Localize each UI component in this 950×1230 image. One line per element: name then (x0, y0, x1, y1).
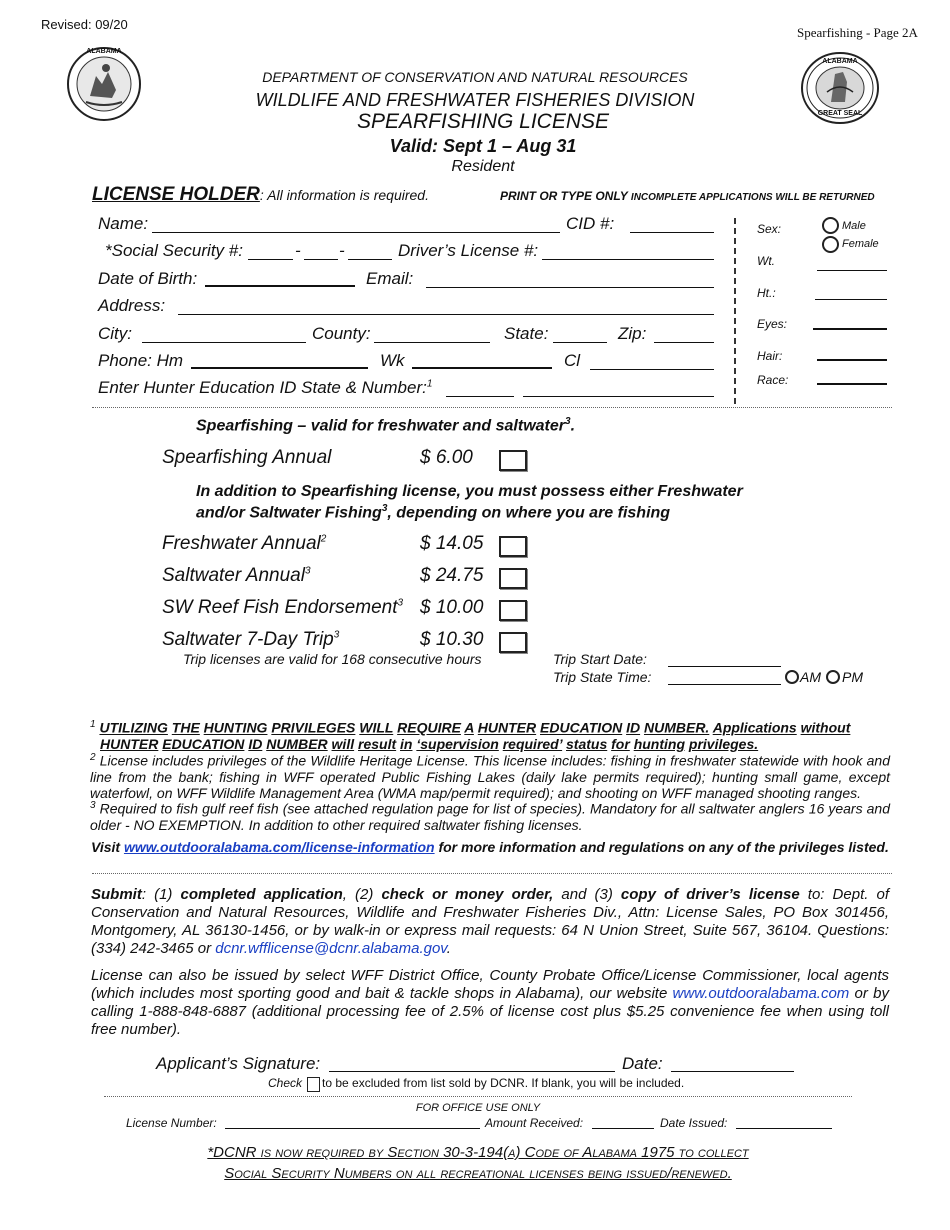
footnote-2: $^2$ License includes privileges of the Wildlife Heritage License. This license includes: fishing in freshwater statewide with hook and line from the bank; fishing in WFF operated Public Fishing Lakes (daily lake permits required); hunting small game, except waterfowl, on WFF Wildlife Management Area (WMA map/permit required); and shooting on WFF managed shooting ranges. (90, 752, 890, 801)
license-item-label: Saltwater 7-Day Trip$^3$ (162, 629, 340, 650)
saltwater-trip-checkbox[interactable] (499, 632, 527, 653)
male-radio[interactable] (822, 217, 839, 234)
county-input[interactable] (374, 342, 490, 343)
address-input[interactable] (178, 314, 714, 315)
cid-input[interactable] (630, 232, 714, 233)
signature-input[interactable] (329, 1071, 615, 1072)
drivers-license-label: Driver’s License #: (398, 241, 539, 260)
ssn-input-2[interactable] (304, 259, 338, 260)
addition-note-line2: and/or Saltwater Fishing$^3$, depending on where you are fishing (196, 503, 671, 522)
hunter-ed-state-input[interactable] (446, 396, 514, 397)
trip-start-input[interactable] (668, 666, 781, 667)
check-pre-label: Check (268, 1076, 303, 1090)
sex-label: Sex: (757, 222, 782, 236)
height-input[interactable] (815, 299, 887, 300)
date-issued-label: Date Issued: (660, 1116, 728, 1130)
license-number-input[interactable] (225, 1128, 480, 1129)
weight-input[interactable] (817, 270, 887, 271)
hunter-ed-number-input[interactable] (523, 396, 714, 397)
office-divider (104, 1096, 852, 1097)
female-label: Female (842, 238, 879, 250)
exclude-from-list-checkbox[interactable] (307, 1077, 320, 1092)
cid-label: CID #: (566, 214, 615, 233)
phone-home-label: Phone: Hm (98, 351, 184, 370)
drivers-license-input[interactable] (542, 259, 714, 260)
female-radio[interactable] (822, 236, 839, 253)
ssn-dash-2: - (339, 241, 345, 260)
wff-seal-logo (66, 46, 142, 122)
trip-start-label: Trip Start Date: (553, 651, 647, 667)
print-notice: PRINT OR TYPE ONLY INCOMPLETE APPLICATIONS WILL BE RETURNED (500, 189, 875, 203)
reef-fish-checkbox[interactable] (499, 600, 527, 621)
visit-note: Visit www.outdooralabama.com/license-information for more information and regulations on any of the privileges listed. (91, 839, 889, 855)
spearfishing-heading: Spearfishing – valid for freshwater and saltwater$^3$. (196, 416, 576, 435)
ssn-label: *Social Security #: (105, 241, 243, 260)
spearfishing-annual-price: $ 6.00 (420, 447, 473, 468)
state-input[interactable] (553, 342, 607, 343)
office-use-heading: FOR OFFICE USE ONLY (415, 1102, 541, 1114)
footnote-divider (92, 873, 892, 874)
website-link[interactable]: www.outdooralabama.com (672, 985, 850, 1002)
height-label: Ht.: (757, 286, 776, 300)
resident-label: Resident (451, 158, 515, 175)
license-item-price: $ 24.75 (420, 565, 484, 586)
license-item-price: $ 14.05 (420, 533, 484, 554)
pm-label: PM (842, 669, 863, 685)
dob-input[interactable] (205, 285, 355, 287)
spearfishing-annual-label: Spearfishing Annual (162, 447, 332, 468)
license-item-price: $ 10.30 (420, 629, 484, 650)
amount-received-label: Amount Received: (485, 1116, 584, 1130)
trip-note: Trip licenses are valid for 168 consecutive hours (183, 651, 482, 667)
date-issued-input[interactable] (736, 1128, 832, 1129)
ssn-input-1[interactable] (248, 259, 293, 260)
footnote-1: $^1$ UTILIZING THE HUNTING PRIVILEGES WILL REQUIRE A HUNTER EDUCATION ID NUMBER. Applications without HUNTER EDUCATION ID NUMBER will result in ‘supervision required’ status for hunting privileges. (90, 719, 851, 752)
check-post-label: to be excluded from list sold by DCNR. If blank, you will be included. (322, 1076, 685, 1090)
amount-received-input[interactable] (592, 1128, 654, 1129)
eyes-label: Eyes: (757, 317, 788, 331)
physical-separator (734, 218, 736, 404)
phone-cell-label: Cl (564, 351, 581, 370)
dept-name: DEPARTMENT OF CONSERVATION AND NATURAL RESOURCES (262, 69, 688, 85)
email-input[interactable] (426, 287, 714, 288)
ssn-notice-line1: *DCNR is now required by Section 30-3-194(a) Code of Alabama 1975 to collect (207, 1144, 749, 1161)
name-label: Name: (98, 214, 149, 233)
city-input[interactable] (142, 342, 306, 343)
holder-section-divider (92, 407, 892, 408)
name-input[interactable] (152, 232, 560, 233)
license-email-link[interactable]: dcnr.wfflicense@dcnr.alabama.gov (215, 940, 447, 957)
license-title: SPEARFISHING LICENSE (356, 110, 610, 133)
state-label: State: (504, 324, 549, 343)
county-label: County: (312, 324, 371, 343)
zip-label: Zip: (618, 324, 647, 343)
alabama-great-seal (801, 52, 879, 124)
page-label: Spearfishing - Page 2A (797, 25, 918, 40)
city-label: City: (98, 324, 132, 343)
dob-label: Date of Birth: (98, 269, 198, 288)
eyes-input[interactable] (813, 328, 887, 330)
license-info-link[interactable]: www.outdooralabama.com/license-information (123, 839, 435, 855)
saltwater-annual-checkbox[interactable] (499, 568, 527, 589)
freshwater-annual-checkbox[interactable] (499, 536, 527, 557)
spearfishing-annual-checkbox[interactable] (499, 450, 527, 471)
issued-by-paragraph: License can also be issued by select WFF District Office, County Probate Office/License Commissioner, local agents (which includes most sporting good and bait & tackle shops in Alabama), our website www.outdooralabama.com or by calling 1-888-848-6887 (additional processing fee of 2.5% of license cost plus $5.25 convenience fee when using toll free number). (91, 967, 889, 1038)
addition-note-line1: In addition to Spearfishing license, you must possess either Freshwater (196, 483, 743, 500)
am-radio[interactable] (785, 670, 799, 684)
valid-dates: Valid: Sept 1 – Aug 31 (389, 136, 577, 156)
division-name: WILDLIFE AND FRESHWATER FISHERIES DIVISION (255, 90, 695, 110)
license-item-label: Saltwater Annual$^3$ (162, 565, 311, 586)
address-label: Address: (98, 296, 166, 315)
license-item-label: SW Reef Fish Endorsement$^3$ (162, 597, 404, 618)
license-holder-heading: LICENSE HOLDER: All information is required. (92, 184, 429, 205)
seal-right-top-text: ALABAMA (822, 58, 858, 65)
male-label: Male (842, 220, 866, 232)
footnote-3: $^3$ Required to fish gulf reef fish (see attached regulation page for list of species). Mandatory for all saltwater anglers 16 years and older - NO EXEMPTION. In addition to other required saltwater fishing licenses. (90, 800, 890, 833)
phone-home-input[interactable] (191, 367, 368, 369)
license-number-label: License Number: (126, 1116, 217, 1130)
email-label: Email: (366, 269, 414, 288)
date-label: Date: (622, 1054, 663, 1073)
hair-label: Hair: (757, 349, 783, 363)
trip-time-label: Trip State Time: (553, 669, 652, 685)
license-item-label: Freshwater Annual$^2$ (162, 533, 327, 554)
phone-cell-input[interactable] (590, 369, 714, 370)
signature-label: Applicant’s Signature: (156, 1054, 321, 1073)
phone-work-input[interactable] (412, 367, 552, 369)
ssn-notice-line2: Social Security Numbers on all recreational licenses being issued/renewed. (224, 1165, 732, 1182)
race-input[interactable] (817, 383, 887, 385)
trip-time-input[interactable] (668, 684, 781, 685)
date-input[interactable] (671, 1071, 794, 1072)
phone-work-label: Wk (380, 351, 405, 370)
hair-input[interactable] (817, 359, 887, 361)
seal-right-bottom-text: GREAT SEAL (817, 110, 863, 117)
ssn-input-3[interactable] (348, 259, 392, 260)
pm-radio[interactable] (826, 670, 840, 684)
weight-label: Wt. (757, 254, 775, 268)
race-label: Race: (757, 373, 789, 387)
license-item-price: $ 10.00 (420, 597, 484, 618)
ssn-dash-1: - (295, 241, 301, 260)
seal-left-text: ALABAMA (86, 48, 122, 55)
submit-instructions: Submit: (1) completed application, (2) check or money order, and (3) copy of driver’s license to: Dept. of Conservation and Natural Resources, Wildlife and Freshwater Fisheries Div., Attn: License Sales, PO Box 301456, Montgomery, AL 36130-1456, or by walk-in or express mail requests: 64 N Union Street, Suite 567, 36104. Questions: (334) 242-3465 or dcnr.wfflicense@dcnr.alabama.gov. (91, 886, 889, 957)
am-label: AM (800, 669, 821, 685)
hunter-ed-label: Enter Hunter Education ID State & Number:$^1$ (98, 378, 433, 397)
zip-input[interactable] (654, 342, 714, 343)
revised-date: Revised: 09/20 (41, 17, 128, 32)
